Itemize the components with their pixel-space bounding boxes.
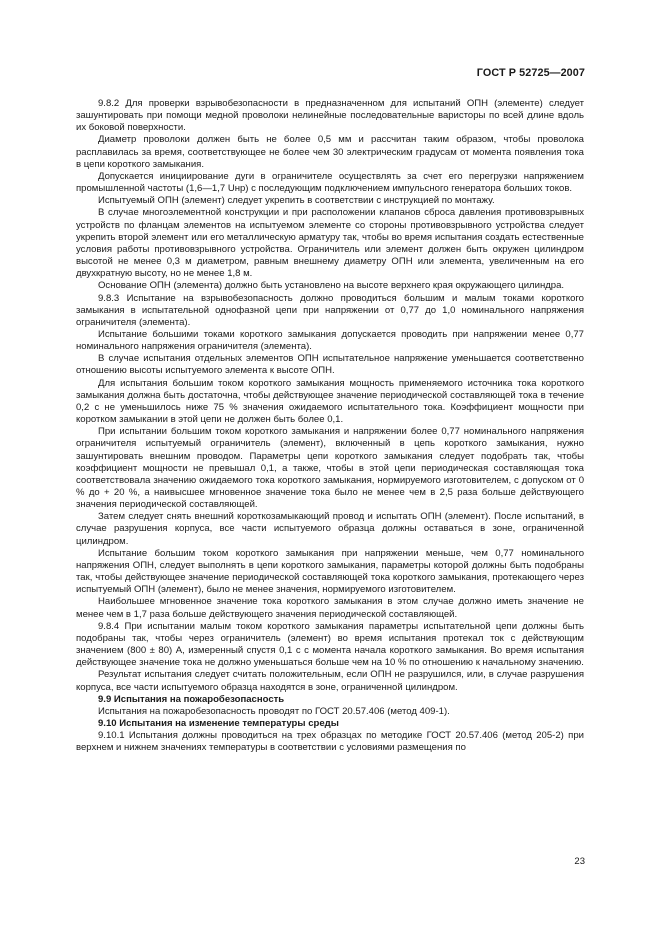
paragraph: В случае многоэлементной конструкции и при расположении клапанов сброса давления противовзрывных устройств по фланцам элементов на испытуемом элементе со стороны противовзрывного устройства следует укрепить второй элемент или его металлическую арматуру так, чтобы во время испытания создать естественные условия работы противовзрывного устройства. Ограничитель или элемент должен быть окружен цилиндром высотой не менее 0,3 м диаметром, равным внешнему диаметру ОПН или элемента, увеличенным на его двухкратную высоту, но не менее 1,8 м.	[76, 207, 584, 280]
paragraph: Затем следует снять внешний короткозамыкающий провод и испытать ОПН (элемент). После испытаний, в случае разрушения корпуса, все части испытуемого образца должны оставаться в зоне, ограниченной цилиндром.	[76, 511, 584, 547]
document-body	[76, 98, 584, 754]
paragraph: Наибольшее мгновенное значение тока короткого замыкания в этом случае должно иметь значение не менее чем в 1,7 раза больше действующего значения периодической составляющей.	[76, 596, 584, 620]
paragraph: Диаметр проволоки должен быть не более 0,5 мм и рассчитан таким образом, чтобы проволока расплавилась за время, соответствующее не более чем 30 электрическим градусам от момента появления тока в цепи короткого замыкания.	[76, 134, 584, 170]
paragraph: Результат испытания следует считать положительным, если ОПН не разрушился, или, в случае разрушения корпуса, все части испытуемого образца находятся в зоне, ограниченной цилиндром.	[76, 669, 584, 693]
section-heading: 9.9 Испытания на пожаробезопасность	[98, 693, 285, 705]
paragraph: Основание ОПН (элемента) должно быть установлено на высоте верхнего края окружающего цилиндра.	[98, 280, 565, 292]
paragraph: При испытании большим током короткого замыкания и напряжении более 0,77 номинального напряжения ограничителя испытуемый ограничитель (элемент), включенный в цепь короткого замыкания, нужно зашунтировать внешним проводом. Параметры цепи короткого замыкания следует подобрать так, чтобы коэффициент мощности не превышал 0,1, а также, чтобы в этой цепи периодическая составляющая тока соответствовала значению ожидаемого тока короткого замыкания, нормируемого изготовителем, с допуском от 0 % до + 20 %, а наивысшее мгновенное значение тока было не менее чем в 2,5 раза больше действующего значения периодической составляющей.	[76, 426, 584, 511]
paragraph: 9.10.1 Испытания должны проводиться на трех образцах по методике ГОСТ 20.57.406 (метод 205-2) при верхнем и нижнем значениях температуры в соответствии с условиями размещения по	[76, 730, 584, 754]
page-number: 23	[574, 856, 585, 867]
paragraph: Испытание большими токами короткого замыкания допускается проводить при напряжении менее 0,77 номинального напряжения ограничителя (элемента).	[76, 328, 584, 353]
paragraph: Для испытания большим током короткого замыкания мощность применяемого источника тока короткого замыкания должна быть достаточна, чтобы действующее значение периодической составляющей тока в течение 0,2 с не уменьшилось ниже 75 % значения ожидаемого испытательного тока. Коэффициент мощности при коротком замыкании в этой цепи не должен быть более 0,1.	[76, 377, 584, 426]
paragraph: Испытуемый ОПН (элемент) следует укрепить в соответствии с инструкцией по монтажу.	[98, 195, 495, 207]
paragraph: Испытания на пожаробезопасность проводят по ГОСТ 20.57.406 (метод 409-1).	[98, 705, 450, 717]
paragraph: В случае испытания отдельных элементов ОПН испытательное напряжение уменьшается соответственно отношению высоты испытуемого элемента к высоте ОПН.	[76, 353, 584, 377]
paragraph: 9.8.4 При испытании малым током короткого замыкания параметры испытательной цепи должны быть подобраны так, чтобы через ограничитель (элемент) во время испытания протекал ток с действующим значением (800 ± 80) А, измеренный спустя 0,1 с с момента начала короткого замыкания. Во время испытания действующее значение тока не должно уменьшаться больше чем на 10 % по отношению к начальному значению.	[76, 620, 584, 669]
document-standard-id: ГОСТ Р 52725—2007	[476, 67, 585, 79]
paragraph: Испытание большим током короткого замыкания при напряжении меньше, чем 0,77 номинального напряжения ОПН, следует выполнять в цепи короткого замыкания, параметры которой должны быть подобраны так, чтобы действующее значение периодической составляющей тока короткого замыкания, протекающего через испытуемый ОПН (элемент), было не менее значения, нормируемого изготовителем.	[76, 547, 584, 596]
paragraph: Допускается инициирование дуги в ограничителе осуществлять за счет его перегрузки напряжением промышленной частоты (1,6—1,7 Uнр) с последующим подключением импульсного генератора больших токов.	[76, 170, 584, 195]
paragraph: 9.8.3 Испытание на взрывобезопасность должно проводиться большим и малым токами короткого замыкания в испытательной однофазной цепи при напряжении от 0,77 до 1,0 номинального напряжения ограничителя (элемента).	[76, 292, 584, 328]
section-heading: 9.10 Испытания на изменение температуры среды	[98, 717, 339, 729]
paragraph: 9.8.2 Для проверки взрывобезопасности в предназначенном для испытаний ОПН (элементе) следует зашунтировать при помощи медной проволоки нелинейные последовательные варисторы по всей длине вдоль их боковой поверхности.	[76, 98, 584, 134]
